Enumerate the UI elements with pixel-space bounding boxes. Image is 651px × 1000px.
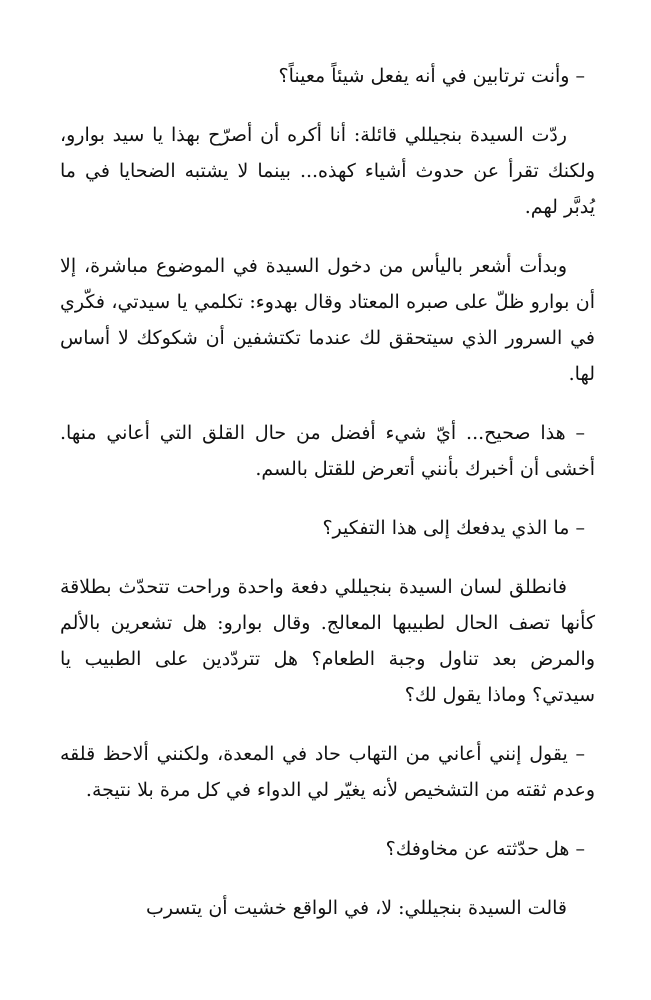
dialog-paragraph: – هل حدّثته عن مخاوفك؟ — [385, 838, 585, 860]
narration-paragraph: ردّت السيدة بنجيللي قائلة: أنا أكره أن أصرّح بهذا يا سيد بوارو، ولكنك تقرأ عن حدوث أشياء كهذه... بينما لا يشتبه الضحايا في ما يُدبَّر لهم. — [60, 124, 595, 218]
book-page-text — [60, 58, 595, 949]
narration-paragraph: قالت السيدة بنجيللي: لا، في الواقع خشيت أن يتسرب — [145, 897, 567, 919]
narration-paragraph: وبدأت أشعر باليأس من دخول السيدة في الموضوع مباشرة، إلا أن بوارو ظلّ على صبره المعتاد وقال بهدوء: تكلمي يا سيدتي، فكّري في السرور الذي سيتحقق لك عندما تكتشفين أن شكوكك لا أساس لها. — [60, 255, 595, 385]
dialog-paragraph: – وأنت ترتابين في أنه يفعل شيئاً معيناً؟ — [278, 65, 585, 87]
dialog-paragraph: – ما الذي يدفعك إلى هذا التفكير؟ — [322, 517, 585, 539]
narration-paragraph: فانطلق لسان السيدة بنجيللي دفعة واحدة وراحت تتحدّث بطلاقة كأنها تصف الحال لطبيبها المعالج. وقال بوارو: هل تشعرين بالألم والمرض بعد تناول وجبة الطعام؟ هل تتردّدين على الطبيب يا سيدتي؟ وماذا يقول لك؟ — [60, 576, 595, 706]
dialog-paragraph: – هذا صحيح... أيّ شيء أفضل من حال القلق التي أعاني منها. أخشى أن أخبرك بأنني أتعرض للقتل بالسم. — [60, 422, 595, 480]
dialog-paragraph: – يقول إنني أعاني من التهاب حاد في المعدة، ولكنني ألاحظ قلقه وعدم ثقته من التشخيص لأنه يغيّر لي الدواء في كل مرة بلا نتيجة. — [60, 743, 595, 801]
